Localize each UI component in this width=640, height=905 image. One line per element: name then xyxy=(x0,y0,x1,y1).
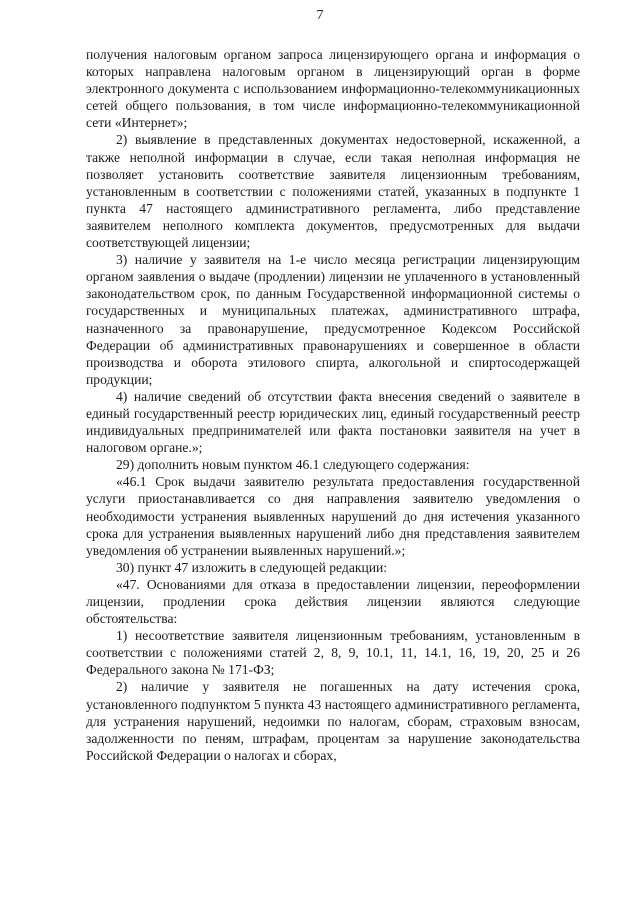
paragraph: 30) пункт 47 изложить в следующей редакции: xyxy=(116,559,388,575)
paragraph: «47. Основаниями для отказа в предоставлении лицензии, переоформлении лицензии, продлении срока действия лицензии являются следующие обстоятельства: xyxy=(86,576,580,627)
paragraph: 2) наличие у заявителя не погашенных на дату истечения срока, установленного подпунктом 5 пункта 43 настоящего административного регламента, для устранения нарушений, недоимки по налогам, сборам, страховым взносам, задолженности по пеням, штрафам, процентам за нарушение законодательства Российской Федерации о налогах и сборах, xyxy=(86,679,580,763)
paragraph: 4) наличие сведений об отсутствии факта внесения сведений о заявителе в единый государственный реестр юридических лиц, единый государственный реестр индивидуальных предпринимателей или факта постановки заявителя на учет в налоговом органе.»; xyxy=(86,388,580,456)
page-number: 7 xyxy=(316,8,324,23)
paragraph: 3) наличие у заявителя на 1-е число месяца регистрации лицензирующим органом заявления о выдаче (продлении) лицензии не уплаченного в установленный законодательством срок, по данным Государственной информационной системы о государственных и муниципальных платежах, административного штрафа, назначенного за правонарушение, предусмотренное Кодексом Российской Федерации об административных правонарушениях и совершенное в области производства и оборота этилового спирта, алкогольной и спиртосодержащей продукции; xyxy=(86,252,580,387)
paragraph: получения налоговым органом запроса лицензирующего органа и информация о которых направлена налоговым органом в лицензирующий орган в форме электронного документа с использованием информационно-телекоммуникационных сетей общего пользования, в том числе информационно-телекоммуникационной сети «Интернет»; xyxy=(86,47,580,131)
paragraph: «46.1 Срок выдачи заявителю результата предоставления государственной услуги приостанавливается со дня направления заявителю уведомления о необходимости устранения выявленных нарушений до дня истечения указанного срока для устранения выявленных нарушений либо дня представления заявителем уведомления об устранении выявленных нарушений.»; xyxy=(86,474,580,558)
paragraph: 2) выявление в представленных документах недостоверной, искаженной, а также неполной информации в случае, если такая неполная информация не позволяет установить соответствие заявителя лицензионным требованиям, установленным в соответствии с положениями статей, указанных в подпункте 1 пункта 47 настоящего административного регламента, либо представление заявителем неполного комплекта документов, предусмотренных для выдачи соответствующей лицензии; xyxy=(86,132,580,251)
paragraph: 29) дополнить новым пунктом 46.1 следующего содержания: xyxy=(116,457,470,473)
document-body xyxy=(86,46,580,764)
paragraph: 1) несоответствие заявителя лицензионным требованиям, установленным в соответствии с положениями статей 2, 8, 9, 10.1, 11, 14.1, 16, 19, 20, 25 и 26 Федерального закона № 171-ФЗ; xyxy=(86,628,580,678)
